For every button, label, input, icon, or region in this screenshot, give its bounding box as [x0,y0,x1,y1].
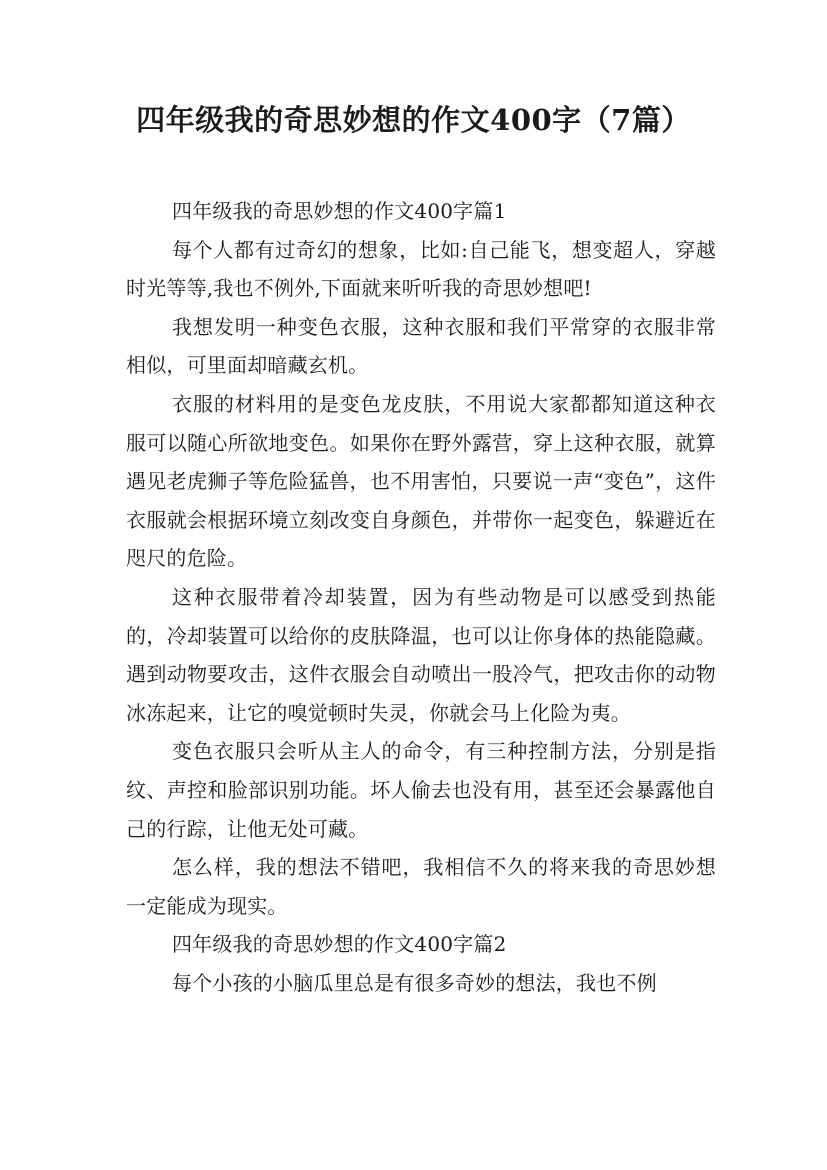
paragraph: 每个人都有过奇幻的想象，比如:自己能飞，想变超人，穿越时光等等,我也不例外,下面就来听听我的奇思妙想吧! [126,237,716,301]
paragraph: 这种衣服带着冷却装置，因为有些动物是可以感受到热能的，冷却装置可以给你的皮肤降温，也可以让你身体的热能隐藏。遇到动物要攻击，这件衣服会自动喷出一股冷气，把攻击你的动物冰冻起来，让它的嗅觉顿时失灵，你就会马上化险为夷。 [126,584,716,725]
document-body [126,192,716,1002]
section-heading-2: 四年级我的奇思妙想的作文400字篇2 [172,932,507,957]
paragraph: 每个小孩的小脑瓜里总是有很多奇妙的想法，我也不例 [172,970,657,995]
section-heading-1: 四年级我的奇思妙想的作文400字篇1 [172,199,507,223]
paragraph: 衣服的材料用的是变色龙皮肤，不用说大家都都知道这种衣服可以随心所欲地变色。如果你在野外露营，穿上这种衣服，就算遇见老虎狮子等危险猛兽，也不用害怕，只要说一声“变色”，这件衣服就会根据环境立刻改变自身颜色，并带你一起变色，躲避近在咫尺的危险。 [126,391,716,571]
paragraph: 变色衣服只会听从主人的命令，有三种控制方法，分别是指纹、声控和脸部识别功能。坏人偷去也没有用，甚至还会暴露他自己的行踪，让他无处可藏。 [126,739,716,841]
paragraph: 我想发明一种变色衣服，这种衣服和我们平常穿的衣服非常相似，可里面却暗藏玄机。 [126,314,716,378]
paragraph: 怎么样，我的想法不错吧，我相信不久的将来我的奇思妙想一定能成为现实。 [126,855,716,918]
page-title: 四年级我的奇思妙想的作文400字（7篇） [136,103,691,137]
